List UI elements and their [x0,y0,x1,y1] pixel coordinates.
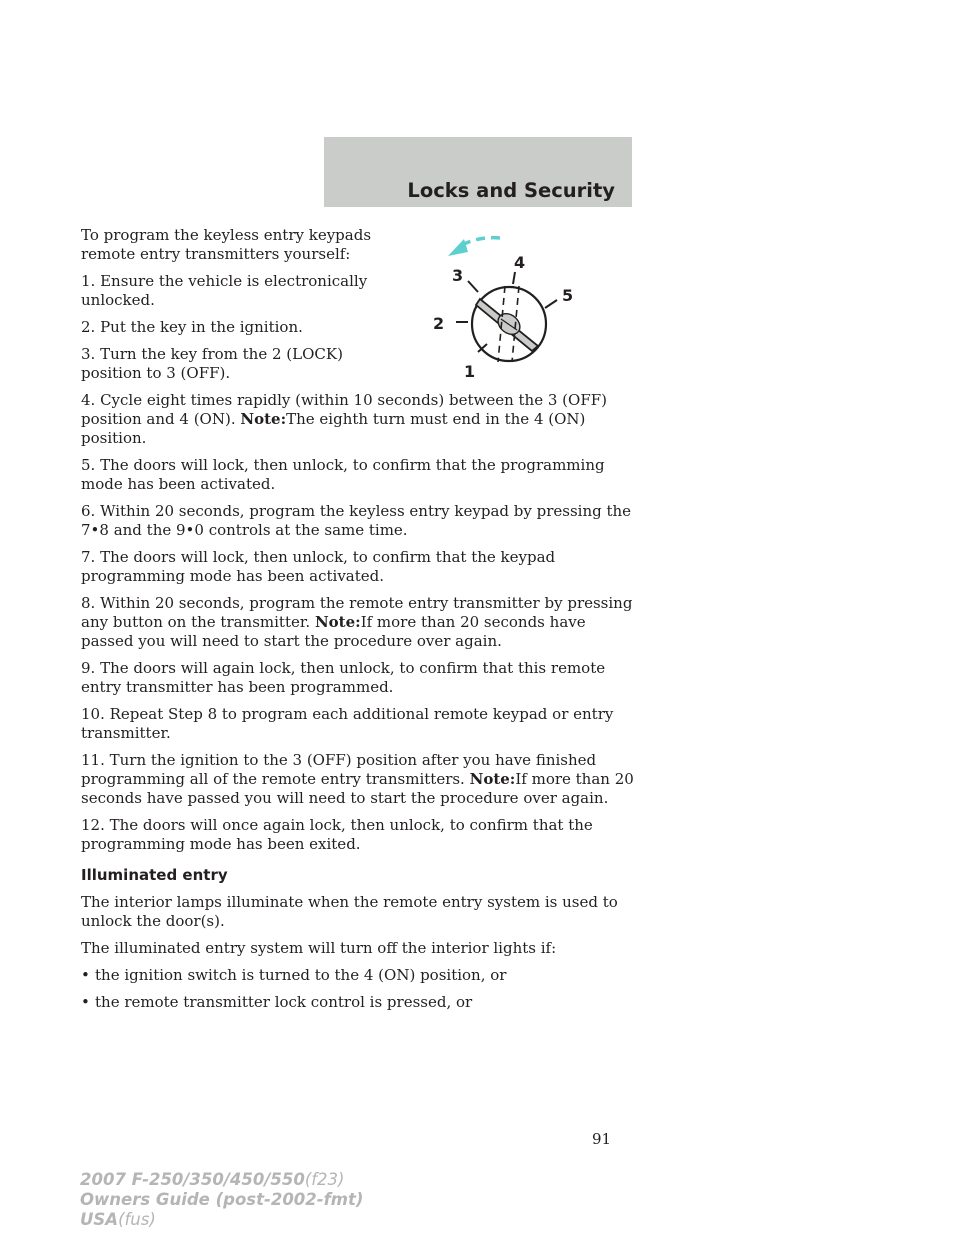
note-label: Note: [240,410,287,428]
note-label: Note: [469,770,516,788]
section-title: Locks and Security [407,179,615,202]
bullet-icon: • [81,966,90,984]
step-3: 3. Turn the key from the 2 (LOCK) position to 3 (OFF). [81,345,343,382]
step-8: 8. Within 20 seconds, program the remote entry transmitter by pressing any button on the transmitter. [81,594,633,631]
step-8-paragraph [81,594,641,651]
step-1: 1. Ensure the vehicle is electronically unlocked. [81,272,368,309]
position-label-3: 3 [452,266,464,285]
list-item [81,966,641,985]
intro-paragraph: To program the keyless entry keypads remote entry transmitters yourself: [81,226,372,263]
footer-market-code: (fus) [118,1210,156,1229]
illuminated-entry-paragraph-1: The interior lamps illuminate when the remote entry system is used to unlock the door(s). [81,893,618,930]
illuminated-entry-heading: Illuminated entry [81,866,228,884]
footer-model-code: (f23) [304,1170,345,1189]
step-10: 10. Repeat Step 8 to program each additional remote keypad or entry transmitter. [81,705,614,742]
footer [80,1170,363,1230]
step-4-paragraph [81,391,641,448]
footer-line-3 [80,1210,363,1230]
step-6: 6. Within 20 seconds, program the keyless entry keypad by pressing the 7•8 and the 9•0 controls at the same time. [81,502,632,539]
step-4: 4. Cycle eight times rapidly (within 10 seconds) between the 3 (OFF) position and 4 (ON). [81,391,607,428]
note-label: Note: [314,613,361,631]
illuminated-entry-paragraph-2: The illuminated entry system will turn off the interior lights if: [81,939,557,957]
note-step-4: The eighth turn must end in the 4 (ON) position. [81,410,586,447]
step-2: 2. Put the key in the ignition. [81,318,303,336]
bullet-icon: • [81,993,90,1011]
step-12: 12. The doors will once again lock, then unlock, to confirm that the programming mode has been exited. [81,816,593,853]
list-item [81,993,641,1012]
header-band [324,137,632,207]
step-7: 7. The doors will lock, then unlock, to confirm that the keypad programming mode has been activated. [81,548,556,585]
position-label-1: 1 [464,362,476,381]
step-9: 9. The doors will again lock, then unlock, to confirm that this remote entry transmitter has been programmed. [81,659,606,696]
step-11: 11. Turn the ignition to the 3 (OFF) position after you have finished programming all of the remote entry transmitters. [81,751,597,788]
step-11-paragraph [81,751,641,808]
footer-model: 2007 F-250/350/450/550 [80,1170,305,1189]
footer-market: USA [80,1210,119,1229]
main-content [81,226,641,1020]
page-number: 91 [592,1130,612,1148]
position-label-5: 5 [562,286,574,305]
note-step-8: If more than 20 seconds have passed you will need to start the procedure over again. [81,613,586,650]
list-item-text: the ignition switch is turned to the 4 (ON) position, or [95,966,507,984]
footer-guide: Owners Guide (post-2002-fmt) [80,1190,364,1209]
position-label-2: 2 [433,314,445,333]
step-5: 5. The doors will lock, then unlock, to confirm that the programming mode has been activated. [81,456,605,493]
list-item-text: the remote transmitter lock control is pressed, or [95,993,473,1011]
footer-line-1 [80,1170,363,1190]
position-label-4: 4 [514,253,526,272]
note-step-11: If more than 20 seconds have passed you will need to start the procedure over again. [81,770,634,807]
